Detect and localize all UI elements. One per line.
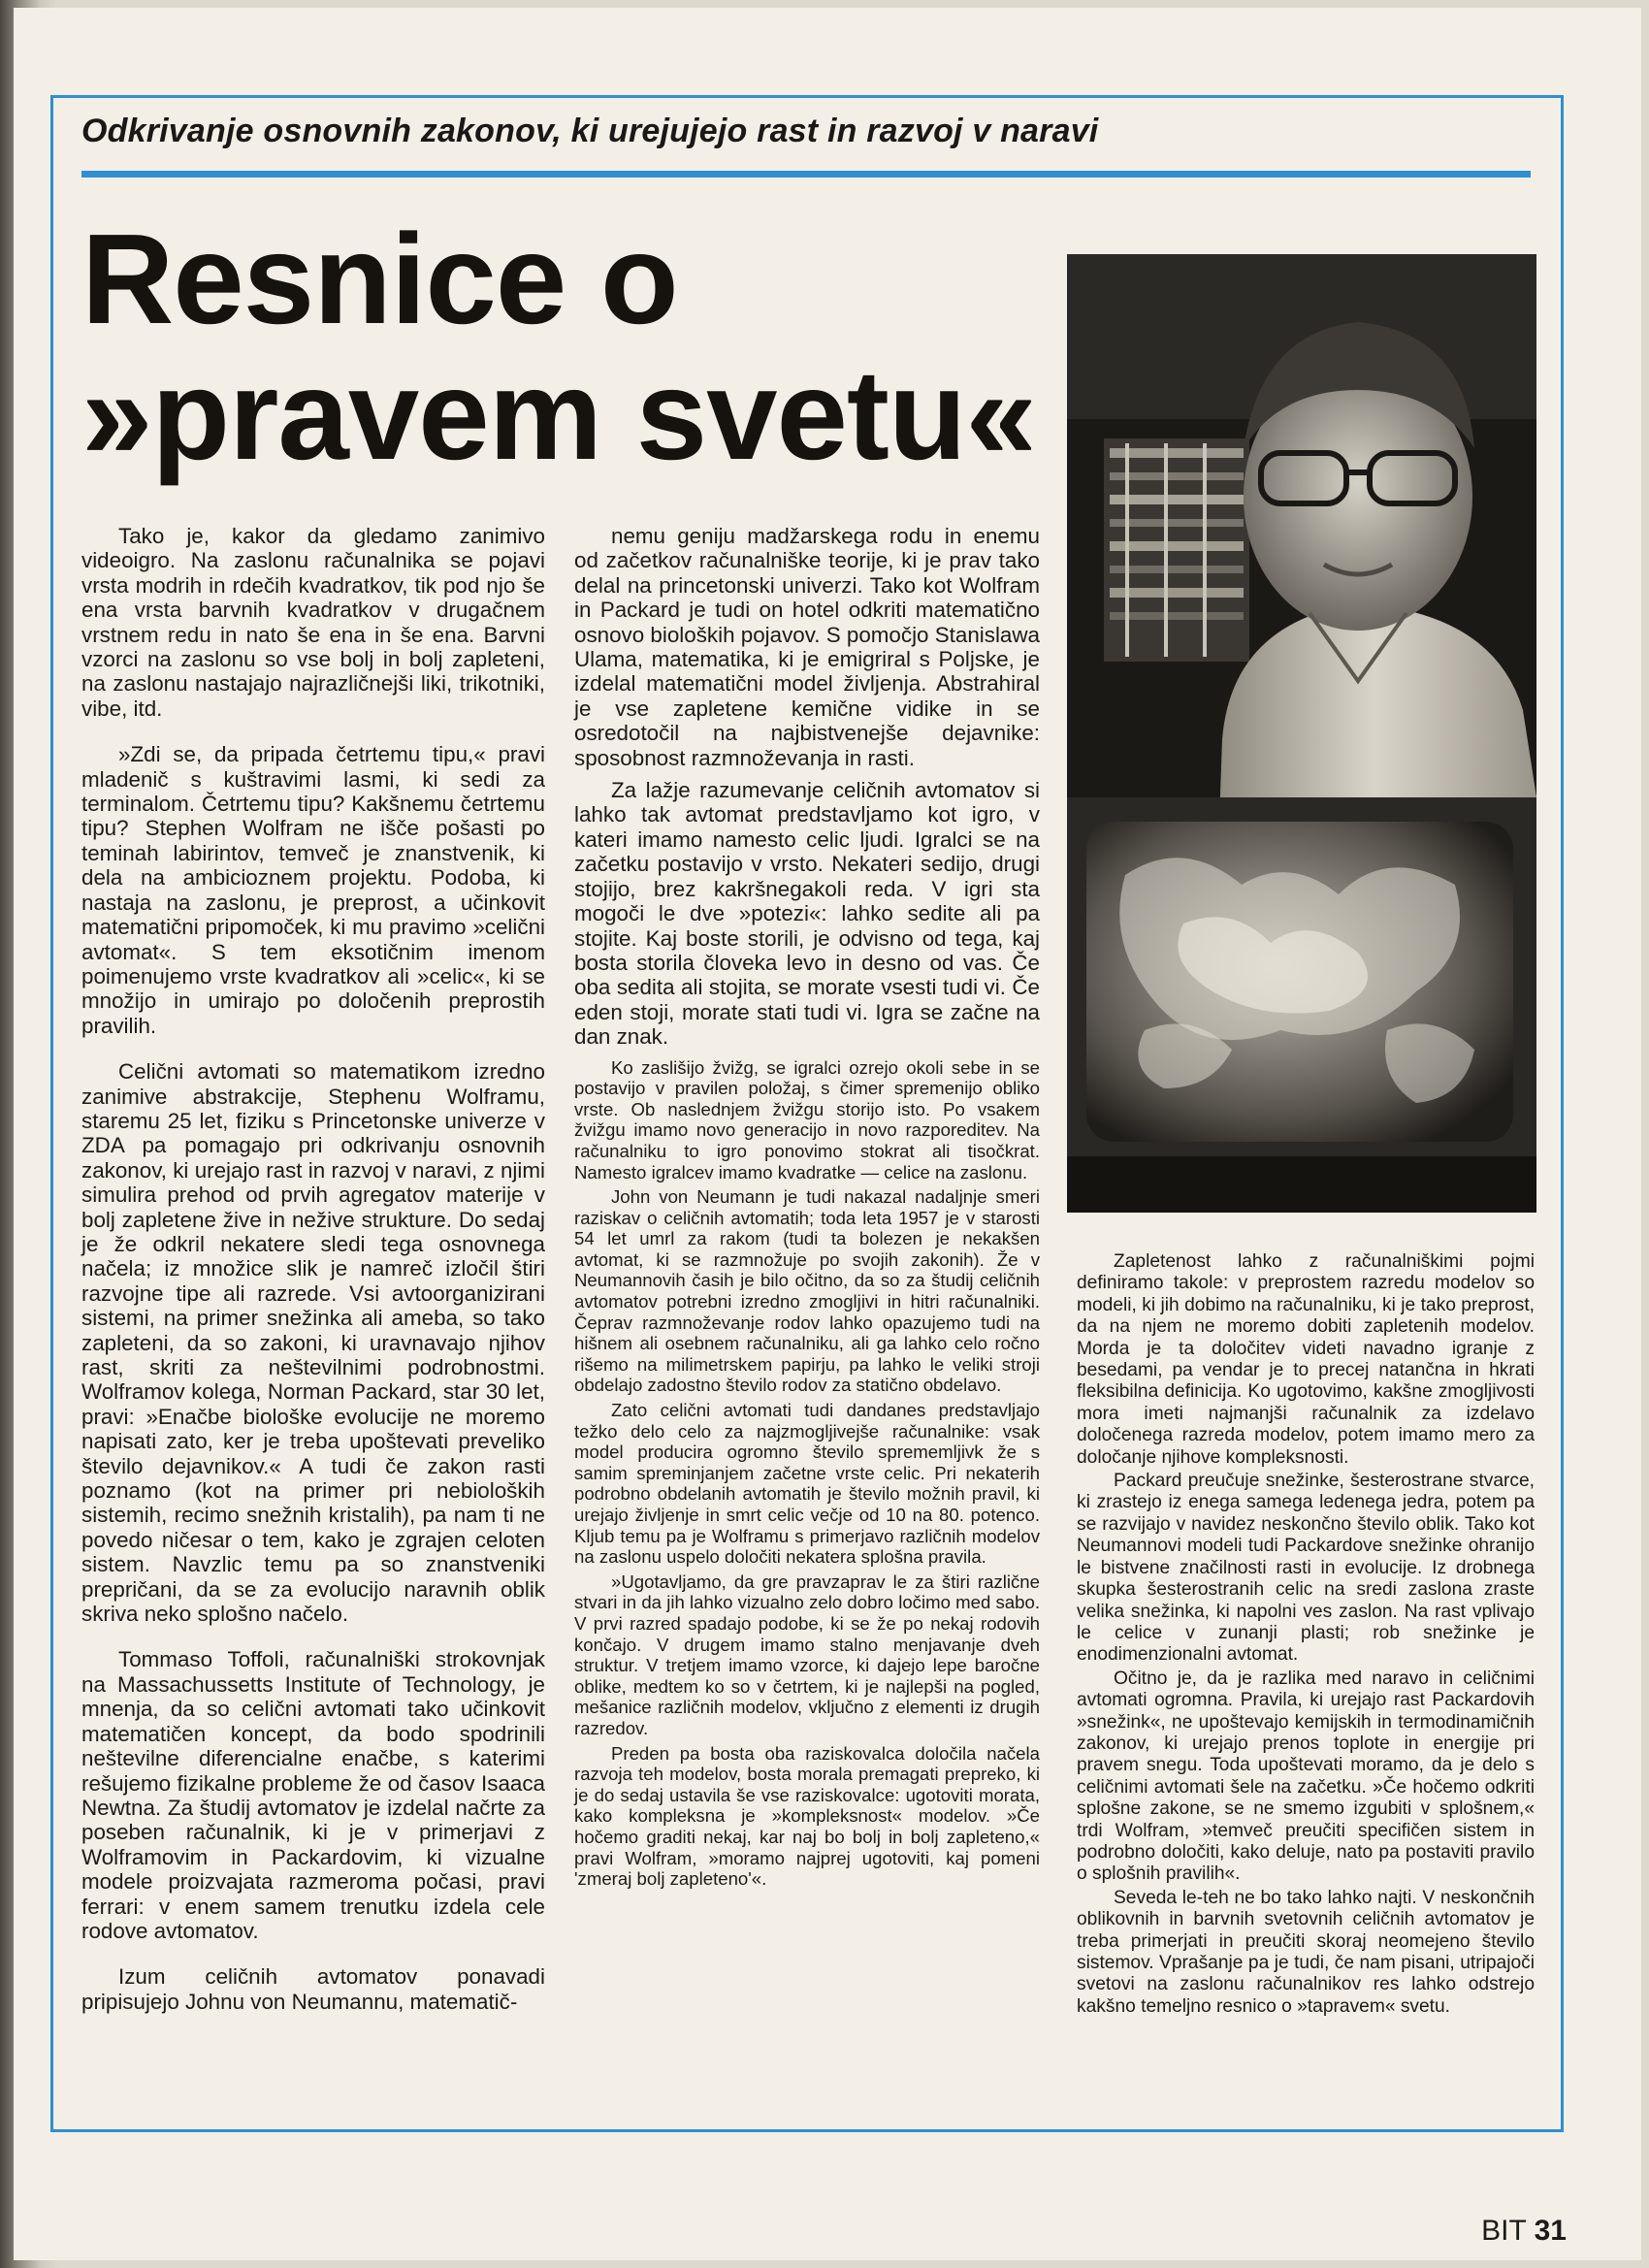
- article-column-2: [574, 524, 1040, 1894]
- kicker-underline: [81, 171, 1531, 178]
- paragraph: »Ugotavljamo, da gre pravzaprav le za štiri različne stvari in da jih lahko vizualno zelo dobro ločimo med sabo. V prvi razred spadajo podobe, ki se že po nekaj rodovih končajo. V drugem imamo stalno menjavanje dveh struktur. V tretjem imamo vzorce, ki dajejo lepe baročne oblike, medtem ko so v četrtem, ki je najlepši na pogled, mešanice različnih modelov, vključno z elementi iz drugih razredov.: [574, 1571, 1040, 1738]
- article-kicker: Odkrivanje osnovnih zakonov, ki urejujejo rast in razvoj v naravi: [81, 113, 1099, 149]
- paragraph: Za lažje razumevanje celičnih avtomatov si lahko tak avtomat predstavljamo kot igro, v kateri imamo namesto celic ljudi. Igralci se na začetku postavijo v vrsto. Nekateri sedijo, drugi stojijo, brez kakršnegakoli reda. V igri sta mogoči le dve »potezi«: lahko sedite ali pa stojite. Kaj boste storili, je odvisno od tega, kaj bosta storila človeka levo in desno od vas. Če oba sedita ali stojita, se morate vsesti tudi vi. Če eden stoji, morate stati tudi vi. Igra se začne na dan znak.: [574, 778, 1040, 1050]
- paragraph: Ko zaslišijo žvižg, se igralci ozrejo okoli sebe in se postavijo v pravilen položaj, s čimer spremenijo obliko vrste. Ob naslednjem žvižgu storijo isto. Po vsakem žvižgu imamo novo generacijo in novo razporeditev. Na računalniku to igro ponovimo stokrat ali tisočkrat. Namesto igralcev imamo kvadratke — celice na zaslonu.: [574, 1056, 1040, 1183]
- paragraph: nemu geniju madžarskega rodu in enemu od začetkov računalniške teorije, ki je prav tako delal na princetonski univerzi. Tako kot Wolfram in Packard je tudi on hotel odkriti matematično osnovo bioloških pojavov. S pomočjo Stanislawa Ulama, matematika, ki je emigriral s Poljske, je izdelal matematični model življenja. Abstrahiral je vse zapletene kemične vidike in se osredotočil na najbistvenejše dejavnike: sposobnost razmnoževanja in rasti.: [574, 524, 1041, 770]
- page-number: 31: [1534, 2215, 1567, 2247]
- paragraph: Očitno je, da je razlika med naravo in celičnimi avtomati ogromna. Pravila, ki urejajo rast Packardovih »snežink«, ne upoštevajo kemijskih in termodinamičnih zakonov, ki urejajo prenos toplote in energije pri pravem snegu. Toda upoštevati moramo, da je delo s celičnimi avtomati šele na začetku. »Če hočemo odkriti splošne zakone, se ne smemo izgubiti v splošnem,« trdi Wolfram, »temveč preučiti specifičen sistem in podrobno določiti, kako deluje, nato pa postaviti pravilo o splošnih pravilih«.: [1077, 1668, 1535, 1885]
- paragraph: »Zdi se, da pripada četrtemu tipu,« pravi mladenič s kuštravimi lasmi, ki sedi za terminalom. Četrtemu tipu? Kakšnemu četrtemu tipu? Stephen Wolfram ne išče pošasti po teminah labirintov, temveč je znanstvenik, ki dela na ambicioznem projektu. Podoba, ki nastaja na zaslonu, je preprost, a učinkovit matematični pripomoček, ki mu pravimo »celični avtomat«. S tem eksotičnim imenom poimenujemo vrste kvadratkov ali »celic«, ki se množijo in umirajo po določenih preprostih pravilih.: [81, 742, 545, 1038]
- paragraph: Zapletenost lahko z računalniškimi pojmi definiramo takole: v preprostem razredu modelov so modeli, ki jih dobimo na računalniku, ki je tako preprost, da na njem ne moremo dobiti zapletenih modelov. Morda je ta določitev videti navadno igranje z besedami, pa vendar je to precej natančna in hkrati fleksibilna definicija. Ko ugotovimo, kakšne zmogljivosti mora imeti najmanjši računalnik za izdelavo določenega razreda modelov, potem imamo mero za določanje njihove kompleksnosti.: [1077, 1251, 1535, 1468]
- paragraph: Seveda le-teh ne bo tako lahko najti. V neskončnih oblikovnih in barvnih svetovnih celičnih avtomatov je treba primerjati in preučiti skoraj neomejeno število sistemov. Vprašanje pa je tudi, če nam pisani, utripajoči svetovi na zaslonu računalnikov res lahko odstrejo kakšno temeljno resnico o »tapravem« svetu.: [1077, 1887, 1535, 2017]
- paragraph: John von Neumann je tudi nakazal nadaljnje smeri raziskav o celičnih avtomatih; toda leta 1957 je v starosti 54 let umrl za rakom (tudi ta bolezen je nekakšen avtomat, ki se razmnožuje po svojih zakonih). Že v Neumannovih časih je bilo očitno, da so za študij celičnih avtomatov potrebni izredno zmogljivi in hitri računalniki. Čeprav razmnoževanje rodov lahko opazujemo tudi na hišnem ali osebnem računalniku, ali ga lahko celo ročno rišemo na milimetrskem papirju, pa lahko le veliki stroji obdelajo zadostno število rodov za statično obdelavo.: [574, 1186, 1040, 1396]
- headline-line-1: Resnice o: [81, 208, 678, 350]
- paragraph: Izum celičnih avtomatov ponavadi pripisujejo Johnu von Neumannu, matematič-: [81, 1964, 545, 2014]
- paragraph: Zato celični avtomati tudi dandanes predstavljajo težko delo celo za najzmogljivejše računalnike: vsak model producira ogromno število sprememljivk že s samim spreminjanjem začetne vrste celic. Pri nekaterih podrobno obdelanih avtomatih je število možnih pravil, ki urejajo življenje in smrt celic večje od 10 na 80. potenco. Kljub temu pa je Wolframu s primerjavo različnih modelov na zaslonu uspelo določiti nekatera splošna pravila.: [574, 1400, 1040, 1568]
- terminal-monitor: [1067, 797, 1536, 1213]
- article-column-3: [1077, 1251, 1535, 2020]
- article-column-1: [81, 524, 545, 2035]
- equipment-rack: [1104, 438, 1249, 662]
- photo-illustration: [1067, 254, 1536, 1213]
- paragraph: Preden pa bosta oba raziskovalca določila načela razvoja teh modelov, bosta morala premagati prepreko, ki je do sedaj ustavila še vse raziskovalce: ugotoviti morata, kako kompleksna je »kompleksnost« modelov. »Če hočemo graditi nekaj, kar naj bo bolj in bolj zapleteno,« pravi Wolfram, »moramo najprej ugotoviti, kaj pomeni 'zmeraj bolj zapleteno'«.: [574, 1742, 1040, 1890]
- article-photo: [1067, 254, 1536, 1213]
- paragraph: Celični avtomati so matematikom izredno zanimive abstrakcije, Stephenu Wolframu, staremu 25 let, fiziku s Princetonske univerze v ZDA pa pomagajo pri odkrivanju osnovnih zakonov, ki urejajo rast in razvoj v naravi, z njimi simulira prehod od prvih agregatov materije v bolj zapletene žive in nežive strukture. Do sedaj je že odkril nekatere sledi tega osnovnega načela; iz množice slik je namreč izločil štiri razvojne tipe ali razrede. Vsi avtoorganizirani sistemi, na primer snežinka ali ameba, so tako zapleteni, da so zakoni, ki uravnavajo njihov rast, skriti za neštevilnimi podrobnostmi. Wolframov kolega, Norman Packard, star 30 let, pravi: »Enačbe biološke evolucije ne moremo napisati zato, ker je treba upoštevati preveliko število dejavnikov.« A tudi če zakon rasti poznamo (kot na primer pri nebioloških sistemih, recimo snežnih kristalih), pa nam ti ne povedo ničesar o tem, kako je zgrajen celoten sistem. Navzlic temu pa so znanstveniki prepričani, da se za evolucijo naravnih oblik skriva neko splošno načelo.: [81, 1059, 545, 1627]
- paragraph: Tako je, kakor da gledamo zanimivo videoigro. Na zaslonu računalnika se pojavi vrsta modrih in rdečih kvadratkov, tik pod njo še ena vrsta barvnih kvadratkov v drugačnem vrstnem redu in nato še ena in še ena. Barvni vzorci na zaslonu so vse bolj in bolj zapleteni, na zaslonu nastajajo najrazličnejši liki, trikotniki, vibe, itd.: [81, 524, 545, 721]
- headline-line-2: »pravem svetu«: [81, 343, 1036, 486]
- paragraph: Tommaso Toffoli, računalniški strokovnjak na Massachussetts Institute of Technology, je mnenja, da so celični avtomati tako učinkovit matematičen koncept, da bodo spodrinili neštevilne diferencialne enačbe, s katerimi rešujemo fizikalne probleme že od časov Isaaca Newtna. Za študij avtomatov je izdelal načrte za poseben računalnik, ki je v primerjavi z Wolframovim in Packardovim, ki vizualne modele proizvajata razmeroma počasi, pravi ferrari: v enem samem trenutku izdela cele rodove avtomatov.: [81, 1647, 545, 1943]
- article-headline: [81, 208, 1071, 486]
- magazine-name: BIT: [1481, 2215, 1527, 2247]
- paragraph: Packard preučuje snežinke, šesterostrane stvarce, ki zrastejo iz enega samega ledenega jedra, potem pa se razvijajo v navidez neskončno število oblik. Tako kot Neumannovi modeli tudi Packardove snežinke ohranijo le bistvene značilnosti rasti in evolucije. Iz drobnega skupka šesterostranih celic na sredi zaslona zraste velika snežinka, ki napolni ves zaslon. Na rast vplivajo le celice v zunanji plasti; rob snežinke je enodimenzionalni avtomat.: [1077, 1471, 1535, 1666]
- page-folio: [1460, 2215, 1567, 2248]
